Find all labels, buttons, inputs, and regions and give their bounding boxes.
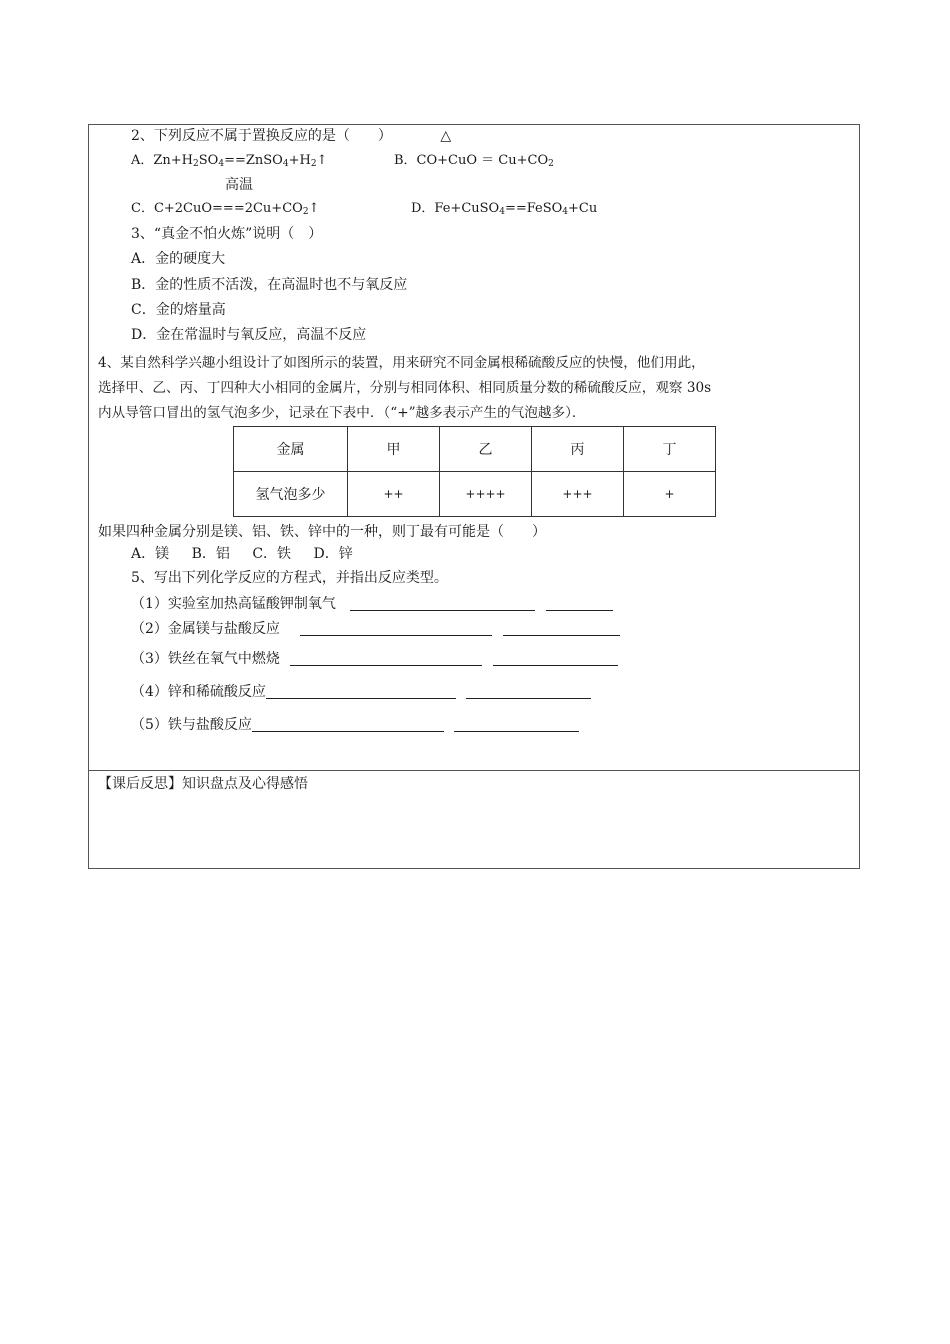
q4-question: 如果四种金属分别是镁、铝、铁、锌中的一种，则丁最有可能是（ ） [98, 524, 546, 540]
reaction-type-blank[interactable] [454, 717, 579, 732]
q3-option-d: D．金在常温时与氧反应，高温不反应 [131, 327, 367, 343]
q3-stem: 3、“真金不怕火炼”说明（ ） [131, 226, 323, 242]
q2-option-b: B．$CO+CuO = Cu+CO_2$ [394, 153, 554, 169]
q5-item-4: （4）锌和稀硫酸反应 [131, 683, 591, 701]
table-cell: 氢气泡多少 [234, 472, 348, 517]
q4-stem-line-3: 内从导管口冒出的氢气泡多少，记录在下表中．（“+”越多表示产生的气泡越多）． [98, 405, 586, 421]
metal-bubble-table [233, 426, 716, 517]
reaction-type-blank[interactable] [493, 651, 618, 666]
q3-option-a: A．金的硬度大 [131, 251, 226, 267]
table-cell: 丁 [624, 427, 716, 472]
q4-option-d: D．锌 [313, 546, 353, 562]
q3-option-c: C．金的熔量高 [131, 302, 226, 318]
q5-item-2: （2）金属镁与盐酸反应 [131, 620, 620, 638]
q4-options [131, 545, 353, 563]
table-cell: 丙 [532, 427, 624, 472]
equation-blank[interactable] [300, 621, 492, 636]
table-cell: +++ [532, 472, 624, 517]
equation-blank[interactable] [290, 651, 482, 666]
q4-option-b: B．铝 [191, 546, 230, 562]
q2-stem: 2、下列反应不属于置换反应的是（ ） △ [131, 128, 452, 144]
table-header-row [234, 427, 716, 472]
table-cell: + [624, 472, 716, 517]
q5-item-1: （1）实验室加热高锰酸钾制氧气 [131, 595, 613, 613]
reflection-answer-area[interactable] [98, 797, 848, 862]
table-cell: 乙 [440, 427, 532, 472]
equation-blank[interactable] [266, 684, 456, 699]
table-row [234, 472, 716, 517]
section-divider [89, 770, 859, 771]
q4-stem-line-1: 4、某自然科学兴趣小组设计了如图所示的装置，用来研究不同金属根稀硫酸反应的快慢，他们用此， [98, 355, 705, 371]
reaction-type-blank[interactable] [503, 621, 620, 636]
q2-condition-label: 高温 [225, 177, 253, 193]
q4-option-c: C．铁 [252, 546, 292, 562]
q2-option-d: D．Fe+CuSO$_4$==FeSO$_4$+Cu [411, 201, 598, 217]
q2-option-c: C．$C+2CuO===2Cu+CO_2↑$ [131, 201, 320, 217]
reaction-type-blank[interactable] [546, 596, 613, 611]
worksheet-frame [88, 124, 860, 869]
reaction-type-blank[interactable] [466, 684, 591, 699]
q3-option-b: B．金的性质不活泼，在高温时也不与氧反应 [131, 277, 408, 293]
table-cell: 金属 [234, 427, 348, 472]
q5-item-3: （3）铁丝在氧气中燃烧 [131, 650, 618, 668]
q2-option-a: A．$Zn+H_2SO_4==ZnSO_4+H_2↑$ [131, 153, 328, 169]
q5-item-5: （5）铁与盐酸反应 [131, 716, 579, 734]
q5-stem: 5、写出下列化学反应的方程式，并指出反应类型。 [131, 570, 448, 586]
q4-stem-line-2: 选择甲、乙、丙、丁四种大小相同的金属片，分别与相同体积、相同质量分数的稀硫酸反应，观察 30s [98, 380, 712, 396]
equation-blank[interactable] [350, 596, 535, 611]
q2-triangle-symbol: △ [440, 128, 452, 144]
equation-blank[interactable] [252, 717, 444, 732]
table-cell: ++++ [440, 472, 532, 517]
table-cell: ++ [348, 472, 440, 517]
reflection-label: 【课后反思】知识盘点及心得感悟 [98, 776, 308, 792]
table-cell: 甲 [348, 427, 440, 472]
q4-option-a: A．镁 [131, 546, 170, 562]
